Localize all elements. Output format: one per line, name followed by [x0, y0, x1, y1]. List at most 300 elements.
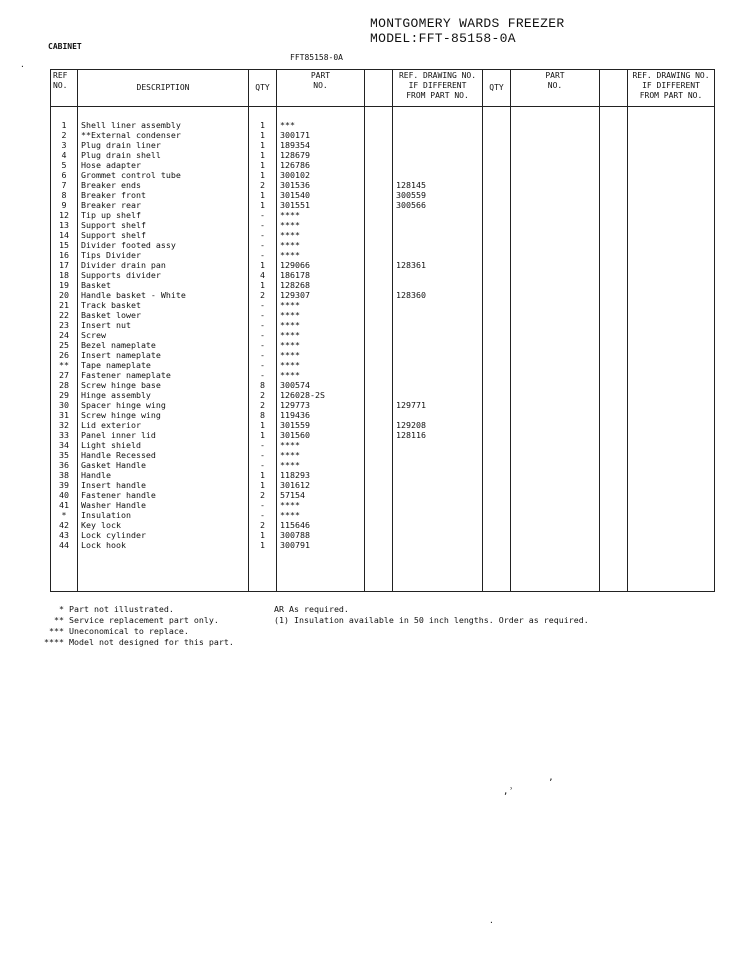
- cell-qty-2: [483, 390, 511, 400]
- note-insulation: (1) Insulation available in 50 inch lengths. Order as required.: [274, 615, 589, 625]
- cell-qty-2: [483, 330, 511, 340]
- cell-qty-2: [483, 300, 511, 310]
- cell-qty: 1: [249, 530, 277, 540]
- cell-part-no: 300102: [277, 170, 365, 180]
- cell-part-no-2: [511, 210, 600, 220]
- cell-qty: 1: [249, 280, 277, 290]
- cell-blank: [365, 520, 393, 530]
- cell-description: Handle Recessed: [78, 450, 249, 460]
- cell-part-no: ****: [277, 310, 365, 320]
- cell-description: Plug drain shell: [78, 150, 249, 160]
- cell-qty: 1: [249, 200, 277, 210]
- cell-blank: [600, 210, 628, 220]
- cell-ref-drawing-2: [628, 490, 715, 500]
- header-ref-drawing-2: [628, 70, 715, 107]
- filler-cell: [628, 550, 715, 592]
- model-title: MODEL:FFT-85158-0A: [370, 31, 516, 46]
- cell-description: Breaker rear: [78, 200, 249, 210]
- table-row: [51, 400, 715, 410]
- table-row: [51, 500, 715, 510]
- header-ref-no-text: REF NO.: [53, 71, 68, 90]
- cell-description: Handle: [78, 470, 249, 480]
- cell-part-no: 129773: [277, 400, 365, 410]
- table-row: [51, 430, 715, 440]
- cell-part-no: 189354: [277, 140, 365, 150]
- cell-description: Insulation: [78, 510, 249, 520]
- cell-blank: [365, 210, 393, 220]
- table-row: [51, 490, 715, 500]
- cell-ref-no: 28: [51, 380, 78, 390]
- cell-blank: [365, 240, 393, 250]
- cell-part-no-2: [511, 460, 600, 470]
- cell-blank: [365, 230, 393, 240]
- cell-ref-drawing-2: [628, 230, 715, 240]
- cell-part-no: ****: [277, 300, 365, 310]
- cell-part-no-2: [511, 530, 600, 540]
- cell-blank: [600, 170, 628, 180]
- cell-description: Divider footed assy: [78, 240, 249, 250]
- table-row: [51, 410, 715, 420]
- cell-ref-no: 41: [51, 500, 78, 510]
- cell-ref-no: 40: [51, 490, 78, 500]
- cell-qty: 1: [249, 107, 277, 131]
- cell-qty: -: [249, 300, 277, 310]
- cell-qty-2: [483, 520, 511, 530]
- cell-qty-2: [483, 490, 511, 500]
- cell-blank: [365, 170, 393, 180]
- cell-qty-2: [483, 420, 511, 430]
- cell-qty-2: [483, 240, 511, 250]
- cell-ref-drawing: [393, 310, 483, 320]
- cell-qty-2: [483, 430, 511, 440]
- table-row: [51, 480, 715, 490]
- cell-blank: [600, 530, 628, 540]
- cell-blank: [365, 200, 393, 210]
- cell-part-no: ***: [277, 107, 365, 131]
- cell-qty: -: [249, 450, 277, 460]
- cell-qty-2: [483, 370, 511, 380]
- cell-part-no-2: [511, 510, 600, 520]
- cell-part-no-2: [511, 220, 600, 230]
- table-row: [51, 450, 715, 460]
- cell-qty: 1: [249, 140, 277, 150]
- cell-ref-drawing-2: [628, 420, 715, 430]
- cell-part-no: 301612: [277, 480, 365, 490]
- table-row: [51, 260, 715, 270]
- cell-qty: 1: [249, 190, 277, 200]
- cell-part-no: ****: [277, 210, 365, 220]
- cell-blank: [365, 510, 393, 520]
- cell-ref-no: 3: [51, 140, 78, 150]
- cell-ref-drawing: [393, 370, 483, 380]
- cell-ref-drawing: [393, 510, 483, 520]
- cell-description: Tip up shelf: [78, 210, 249, 220]
- cell-description: Fastener handle: [78, 490, 249, 500]
- cell-qty: -: [249, 250, 277, 260]
- cell-qty-2: [483, 410, 511, 420]
- cell-ref-drawing-2: [628, 200, 715, 210]
- cell-ref-drawing: [393, 107, 483, 131]
- cell-ref-no: 22: [51, 310, 78, 320]
- cell-ref-drawing-2: [628, 240, 715, 250]
- cell-description: **External condenser: [78, 130, 249, 140]
- cell-qty: -: [249, 500, 277, 510]
- cell-qty-2: [483, 480, 511, 490]
- cell-blank: [365, 420, 393, 430]
- cell-part-no-2: [511, 490, 600, 500]
- cell-ref-drawing-2: [628, 540, 715, 550]
- cell-ref-drawing: [393, 500, 483, 510]
- cell-qty-2: [483, 540, 511, 550]
- cell-description: Support shelf: [78, 220, 249, 230]
- cell-ref-no: 33: [51, 430, 78, 440]
- table-row: [51, 300, 715, 310]
- cell-part-no: 301551: [277, 200, 365, 210]
- filler-cell: [249, 550, 277, 592]
- cell-part-no: 118293: [277, 470, 365, 480]
- cell-ref-drawing-2: [628, 470, 715, 480]
- cell-description: Lock cylinder: [78, 530, 249, 540]
- cell-ref-drawing-2: [628, 190, 715, 200]
- table-row: [51, 280, 715, 290]
- cell-ref-no: 9: [51, 200, 78, 210]
- cell-ref-drawing: [393, 280, 483, 290]
- cell-blank: [600, 330, 628, 340]
- cell-part-no-2: [511, 200, 600, 210]
- cell-qty-2: [483, 340, 511, 350]
- cell-part-no-2: [511, 440, 600, 450]
- cell-blank: [600, 107, 628, 131]
- cell-part-no: 119436: [277, 410, 365, 420]
- cell-part-no-2: [511, 430, 600, 440]
- table-row: [51, 460, 715, 470]
- cell-part-no: ****: [277, 510, 365, 520]
- cell-blank: [365, 220, 393, 230]
- cell-ref-no: 24: [51, 330, 78, 340]
- cell-part-no: ****: [277, 440, 365, 450]
- cell-ref-drawing: [393, 480, 483, 490]
- cell-ref-drawing-2: [628, 140, 715, 150]
- cell-blank: [600, 180, 628, 190]
- cell-qty: -: [249, 460, 277, 470]
- parts-table: [50, 69, 715, 592]
- cell-blank: [600, 270, 628, 280]
- cell-blank: [365, 140, 393, 150]
- table-row: [51, 200, 715, 210]
- cell-qty: 1: [249, 160, 277, 170]
- cell-ref-drawing-2: [628, 210, 715, 220]
- cell-part-no: 129066: [277, 260, 365, 270]
- cell-part-no-2: [511, 320, 600, 330]
- table-row: [51, 360, 715, 370]
- cell-ref-drawing-2: [628, 350, 715, 360]
- cell-blank: [600, 450, 628, 460]
- cell-blank: [600, 540, 628, 550]
- cell-ref-no: 12: [51, 210, 78, 220]
- cell-ref-drawing-2: [628, 480, 715, 490]
- cell-description: Track basket: [78, 300, 249, 310]
- cell-part-no: 129307: [277, 290, 365, 300]
- cell-part-no: ****: [277, 500, 365, 510]
- filler-cell: [365, 550, 393, 592]
- cell-part-no-2: [511, 420, 600, 430]
- cell-qty-2: [483, 220, 511, 230]
- cell-ref-drawing: [393, 350, 483, 360]
- cell-blank: [365, 270, 393, 280]
- cell-part-no-2: [511, 450, 600, 460]
- cell-qty-2: [483, 350, 511, 360]
- cell-part-no-2: [511, 370, 600, 380]
- cell-ref-drawing-2: [628, 180, 715, 190]
- cell-part-no-2: [511, 230, 600, 240]
- cell-blank: [600, 200, 628, 210]
- cell-ref-drawing: [393, 460, 483, 470]
- cell-qty-2: [483, 530, 511, 540]
- cell-blank: [600, 430, 628, 440]
- cell-description: Breaker front: [78, 190, 249, 200]
- cell-ref-drawing: [393, 410, 483, 420]
- cell-ref-no: 42: [51, 520, 78, 530]
- cell-ref-drawing: 128361: [393, 260, 483, 270]
- cell-qty: -: [249, 230, 277, 240]
- cell-part-no: 186178: [277, 270, 365, 280]
- cell-qty-2: [483, 160, 511, 170]
- cell-description: Supports divider: [78, 270, 249, 280]
- cell-ref-no: 32: [51, 420, 78, 430]
- cell-blank: [600, 480, 628, 490]
- header-qty-2: [483, 70, 511, 107]
- cell-description: Washer Handle: [78, 500, 249, 510]
- header-qty: [249, 70, 277, 107]
- cell-part-no: 300788: [277, 530, 365, 540]
- cell-blank: [600, 220, 628, 230]
- cell-ref-no: 34: [51, 440, 78, 450]
- cell-qty-2: [483, 310, 511, 320]
- cell-qty-2: [483, 190, 511, 200]
- cell-ref-no: 17: [51, 260, 78, 270]
- cell-ref-no: 36: [51, 460, 78, 470]
- header-ref-drawing-text: REF. DRAWING NO. IF DIFFERENT FROM PART NO.: [398, 71, 477, 100]
- cell-qty: -: [249, 350, 277, 360]
- cell-ref-drawing: [393, 440, 483, 450]
- cell-ref-drawing-2: [628, 160, 715, 170]
- cell-ref-drawing-2: [628, 400, 715, 410]
- cell-blank: [365, 190, 393, 200]
- cell-blank: [600, 160, 628, 170]
- cell-qty: 2: [249, 400, 277, 410]
- cell-ref-drawing-2: [628, 460, 715, 470]
- cell-ref-no: 5: [51, 160, 78, 170]
- cell-blank: [600, 150, 628, 160]
- cell-ref-no: 21: [51, 300, 78, 310]
- cell-ref-drawing: [393, 340, 483, 350]
- cell-qty: 1: [249, 420, 277, 430]
- cell-ref-drawing-2: [628, 520, 715, 530]
- cell-part-no: ****: [277, 250, 365, 260]
- cell-part-no: ****: [277, 460, 365, 470]
- cell-blank: [600, 320, 628, 330]
- cell-ref-no: 13: [51, 220, 78, 230]
- cell-ref-drawing-2: [628, 130, 715, 140]
- cell-part-no-2: [511, 310, 600, 320]
- header-qty-2-text: QTY: [489, 83, 504, 92]
- cell-ref-drawing-2: [628, 107, 715, 131]
- footnote-uneconomical: *** Uneconomical to replace.: [44, 626, 189, 636]
- cell-part-no: 128268: [277, 280, 365, 290]
- cell-ref-drawing: [393, 490, 483, 500]
- cell-ref-drawing: [393, 130, 483, 140]
- cell-blank: [365, 390, 393, 400]
- filler-cell: [51, 550, 78, 592]
- cell-qty: -: [249, 360, 277, 370]
- cell-blank: [600, 360, 628, 370]
- cell-description: Light shield: [78, 440, 249, 450]
- cell-part-no-2: [511, 470, 600, 480]
- cell-description: Divider drain pan: [78, 260, 249, 270]
- header-part-no-2-text: PART NO.: [545, 71, 565, 90]
- table-row: [51, 370, 715, 380]
- cell-qty-2: [483, 380, 511, 390]
- cell-description: Key lock: [78, 520, 249, 530]
- cell-ref-drawing: [393, 230, 483, 240]
- cell-part-no-2: [511, 390, 600, 400]
- header-qty-text: QTY: [255, 83, 270, 92]
- cell-description: Handle basket - White: [78, 290, 249, 300]
- cell-blank: [600, 190, 628, 200]
- cell-part-no-2: [511, 400, 600, 410]
- cell-ref-drawing-2: [628, 430, 715, 440]
- cell-ref-drawing: [393, 150, 483, 160]
- footnotes-legend: [44, 604, 234, 648]
- table-row: [51, 470, 715, 480]
- cell-ref-drawing: [393, 320, 483, 330]
- table-filler-row: [51, 550, 715, 592]
- cell-ref-no: 39: [51, 480, 78, 490]
- cell-ref-drawing-2: [628, 220, 715, 230]
- cell-ref-drawing-2: [628, 270, 715, 280]
- cell-blank: [365, 150, 393, 160]
- cell-blank: [365, 180, 393, 190]
- cell-ref-no: 19: [51, 280, 78, 290]
- cell-qty-2: [483, 170, 511, 180]
- cell-qty: -: [249, 510, 277, 520]
- cell-blank: [600, 390, 628, 400]
- cell-qty: 1: [249, 470, 277, 480]
- cell-ref-drawing-2: [628, 330, 715, 340]
- cell-ref-drawing: [393, 210, 483, 220]
- cell-qty: 2: [249, 290, 277, 300]
- cell-blank: [365, 130, 393, 140]
- cell-qty: 1: [249, 170, 277, 180]
- cell-part-no-2: [511, 410, 600, 420]
- cell-blank: [365, 440, 393, 450]
- cell-blank: [600, 230, 628, 240]
- cell-description: Shell liner assembly: [78, 107, 249, 131]
- cell-description: Panel inner lid: [78, 430, 249, 440]
- cell-description: Basket: [78, 280, 249, 290]
- cell-blank: [600, 410, 628, 420]
- cell-ref-no: 30: [51, 400, 78, 410]
- header-part-no-text: PART NO.: [310, 71, 331, 90]
- cell-qty-2: [483, 230, 511, 240]
- filler-cell: [511, 550, 600, 592]
- cell-ref-drawing: [393, 330, 483, 340]
- cell-part-no-2: [511, 500, 600, 510]
- cell-part-no-2: [511, 340, 600, 350]
- cell-ref-no: 26: [51, 350, 78, 360]
- cell-ref-no: 20: [51, 290, 78, 300]
- cell-blank: [600, 420, 628, 430]
- table-row: [51, 530, 715, 540]
- cell-qty: 1: [249, 130, 277, 140]
- cell-qty: 2: [249, 390, 277, 400]
- cell-part-no: 57154: [277, 490, 365, 500]
- header-blank-1: [365, 70, 393, 107]
- cell-qty: -: [249, 240, 277, 250]
- cell-blank: [365, 480, 393, 490]
- cell-qty: -: [249, 220, 277, 230]
- cell-description: Screw hinge wing: [78, 410, 249, 420]
- cell-ref-drawing-2: [628, 410, 715, 420]
- cell-ref-drawing: [393, 540, 483, 550]
- filler-cell: [393, 550, 483, 592]
- cell-part-no-2: [511, 270, 600, 280]
- cell-blank: [365, 340, 393, 350]
- cell-blank: [365, 450, 393, 460]
- cell-description: Lid exterior: [78, 420, 249, 430]
- cell-ref-drawing: [393, 530, 483, 540]
- cell-part-no: ****: [277, 320, 365, 330]
- cell-description: Insert nut: [78, 320, 249, 330]
- cell-ref-drawing-2: [628, 340, 715, 350]
- cell-ref-drawing: [393, 360, 483, 370]
- cell-qty: 1: [249, 540, 277, 550]
- filler-cell: [78, 550, 249, 592]
- table-row: [51, 440, 715, 450]
- cell-blank: [365, 430, 393, 440]
- table-row: [51, 230, 715, 240]
- cell-qty: 8: [249, 410, 277, 420]
- cell-ref-drawing: 128360: [393, 290, 483, 300]
- cell-part-no: 301559: [277, 420, 365, 430]
- cell-blank: [600, 260, 628, 270]
- cell-qty: -: [249, 370, 277, 380]
- stray-mark: ‚ʾ: [503, 787, 514, 797]
- cell-description: Basket lower: [78, 310, 249, 320]
- cell-ref-no: 15: [51, 240, 78, 250]
- cell-blank: [365, 290, 393, 300]
- cell-blank: [600, 240, 628, 250]
- cell-qty-2: [483, 290, 511, 300]
- cell-part-no: 126028-2S: [277, 390, 365, 400]
- footnote-service-replacement: ** Service replacement part only.: [44, 615, 219, 625]
- cell-ref-drawing-2: [628, 510, 715, 520]
- header-ref-drawing: [393, 70, 483, 107]
- table-row: [51, 420, 715, 430]
- cell-ref-drawing-2: [628, 300, 715, 310]
- cell-ref-drawing: 128145: [393, 180, 483, 190]
- cell-ref-no: 44: [51, 540, 78, 550]
- cell-ref-drawing: [393, 140, 483, 150]
- cell-part-no: ****: [277, 220, 365, 230]
- cell-qty-2: [483, 320, 511, 330]
- cell-part-no: ****: [277, 240, 365, 250]
- cell-ref-drawing: [393, 450, 483, 460]
- cell-part-no-2: [511, 140, 600, 150]
- model-number: FFT85158-0A: [290, 53, 343, 62]
- cell-ref-no: 25: [51, 340, 78, 350]
- cell-blank: [600, 130, 628, 140]
